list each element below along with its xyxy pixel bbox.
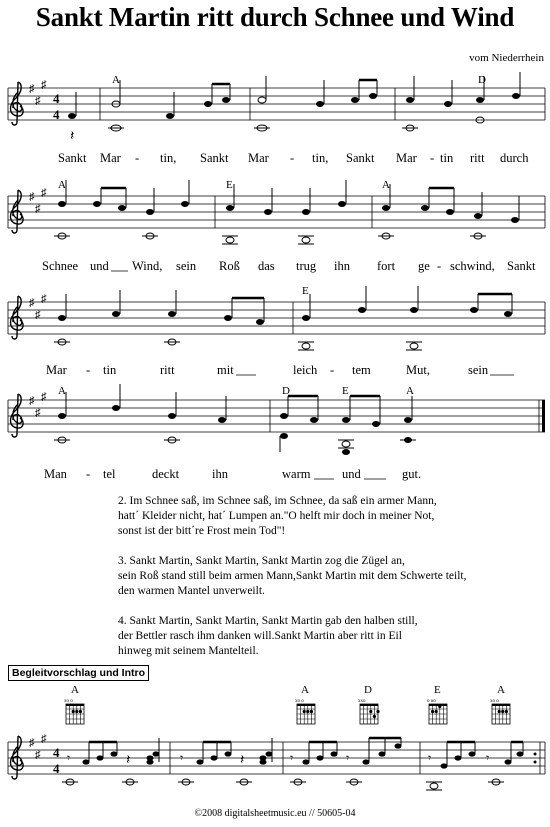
lyric-syllable: schwind, xyxy=(450,259,495,273)
lyric-syllable: ihn xyxy=(212,467,228,481)
sharp-sign: ♯ xyxy=(41,79,47,91)
lyric-syllable: - xyxy=(430,151,435,165)
chord-symbol: D xyxy=(282,385,290,397)
svg-text:𝄾: 𝄾 xyxy=(67,751,71,765)
additional-verses xyxy=(118,494,538,674)
chord-diagram xyxy=(427,684,447,724)
lyric-syllable: sein xyxy=(468,363,489,377)
lyric-syllable: Schnee xyxy=(42,259,79,273)
lyric-syllable: ihn xyxy=(334,259,350,273)
svg-text:♯: ♯ xyxy=(41,187,47,199)
verse-4: 4. Sankt Martin, Sankt Martin, Sankt Martin gab den halben still, der Bettler rasch ihm danken will.Sankt Martin aber ritt in Eil hinweg mit seinem Mantelteil. xyxy=(118,615,418,657)
svg-text:♯: ♯ xyxy=(29,297,35,309)
lyric-syllable: - xyxy=(86,467,91,481)
copyright-footer: ©2008 digitalsheetmusic.eu // 50605-04 xyxy=(194,808,356,819)
lyric-syllable: und xyxy=(342,467,361,481)
svg-text:♯: ♯ xyxy=(29,191,35,203)
svg-text:𝄾: 𝄾 xyxy=(486,751,490,765)
staff-system-1 xyxy=(8,72,545,144)
song-origin: vom Niederrhein xyxy=(469,52,544,64)
staff-accompaniment xyxy=(8,733,545,790)
svg-text:♯: ♯ xyxy=(41,733,47,745)
lyric-syllable: Sankt xyxy=(346,151,375,165)
chord-symbol: A xyxy=(406,385,414,397)
svg-text:D: D xyxy=(364,684,372,696)
sharp-sign: ♯ xyxy=(29,83,35,95)
staff-system-2 xyxy=(8,180,545,244)
lyric-syllable: - xyxy=(135,151,140,165)
svg-text:A: A xyxy=(497,684,505,696)
svg-text:♯: ♯ xyxy=(35,309,41,321)
svg-text:♯: ♯ xyxy=(41,293,47,305)
lyric-syllable: das xyxy=(258,259,275,273)
treble-clef xyxy=(11,82,24,125)
chord-symbol: E xyxy=(342,385,349,397)
lyric-syllable: gut. xyxy=(402,467,422,481)
chord-symbol: A xyxy=(112,74,120,86)
chord-symbol: E xyxy=(302,285,309,297)
svg-text:A: A xyxy=(301,684,309,696)
verse-2: 2. Im Schnee saß, im Schnee saß, im Schnee, da saß ein armer Mann, hatt´ Kleider nicht, hat´ Lumpen an."O helft mir doch in meiner Not, sonst ist der bitt´re Frost mein Tod"! xyxy=(118,495,437,537)
lyric-syllable: durch xyxy=(500,151,529,165)
chord-symbol: A xyxy=(382,179,390,191)
svg-text:𝄾: 𝄾 xyxy=(428,751,432,765)
lyric-syllable: - xyxy=(437,259,442,273)
lyric-syllable: Mut, xyxy=(406,363,430,377)
accompaniment-label: Begleitvorschlag und Intro xyxy=(8,665,149,681)
lyric-syllable: Roß xyxy=(219,259,240,273)
lyric-syllable: - xyxy=(330,363,335,377)
lyric-syllable: Man xyxy=(44,467,67,481)
lyric-syllable: Mar xyxy=(396,151,417,165)
svg-text:E: E xyxy=(434,684,441,696)
svg-text:♯: ♯ xyxy=(35,407,41,419)
lyric-syllable: Sankt xyxy=(200,151,229,165)
verse-3: 3. Sankt Martin, Sankt Martin, Sankt Martin zog die Zügel an, sein Roß stand still beim armen Mann,Sankt Martin mit dem Schwerte teilt, den warmen Mantel unverweilt. xyxy=(118,555,467,597)
staff-system-3 xyxy=(8,286,545,350)
lyric-syllable: warm xyxy=(282,467,311,481)
lyric-syllable: tel xyxy=(103,467,116,481)
svg-text:𝄽: 𝄽 xyxy=(126,753,131,768)
svg-text:♯: ♯ xyxy=(35,749,41,761)
chord-diagram xyxy=(358,684,380,724)
svg-text:𝄽: 𝄽 xyxy=(240,753,245,768)
lyric-syllable: leich xyxy=(293,363,318,377)
svg-text:𝄾: 𝄾 xyxy=(346,751,350,765)
chord-symbol: E xyxy=(226,179,233,191)
svg-text:♯: ♯ xyxy=(29,737,35,749)
lyric-syllable: mit xyxy=(217,363,234,377)
lyric-syllable: Wind, xyxy=(132,259,163,273)
lyric-syllable: ritt xyxy=(160,363,175,377)
song-title: Sankt Martin ritt durch Schnee und Wind xyxy=(35,2,515,32)
lyric-syllable: trug xyxy=(296,259,317,273)
lyric-syllable: sein xyxy=(176,259,197,273)
quarter-rest: 𝄽 xyxy=(70,129,75,144)
chord-diagram xyxy=(490,684,510,724)
sharp-sign: ♯ xyxy=(35,95,41,107)
staff-system-4 xyxy=(8,384,545,455)
lyric-syllable: deckt xyxy=(152,467,180,481)
lyric-syllable: tem xyxy=(352,363,371,377)
time-sig-bottom: 4 xyxy=(53,107,60,122)
lyric-syllable: Mar xyxy=(248,151,269,165)
lyric-syllable: tin xyxy=(103,363,117,377)
chord-symbol: A xyxy=(58,179,66,191)
svg-text:xo o: xo o xyxy=(64,699,73,704)
lyric-syllable: und xyxy=(90,259,109,273)
lyric-syllable: Sankt xyxy=(58,151,87,165)
svg-text:4: 4 xyxy=(53,745,60,760)
lyric-syllable: Mar xyxy=(100,151,121,165)
chord-diagram xyxy=(64,684,84,724)
svg-text:♯: ♯ xyxy=(29,395,35,407)
svg-text:xo o: xo o xyxy=(490,699,499,704)
lyric-syllable: Sankt xyxy=(507,259,536,273)
lyric-syllable: ritt xyxy=(470,151,485,165)
chord-diagrams xyxy=(64,684,510,724)
svg-text:xxo: xxo xyxy=(358,699,366,704)
lyric-syllable: ge xyxy=(418,259,430,273)
lyric-syllable: - xyxy=(86,363,91,377)
note xyxy=(68,113,76,119)
lyric-syllable: tin, xyxy=(312,151,329,165)
lyric-syllable: tin, xyxy=(160,151,177,165)
svg-text:♯: ♯ xyxy=(35,203,41,215)
chord-symbol: D xyxy=(478,74,486,86)
lyric-syllable: fort xyxy=(377,259,396,273)
svg-text:xo o: xo o xyxy=(295,699,304,704)
svg-text:o oo: o oo xyxy=(427,699,436,704)
svg-text:A: A xyxy=(71,684,79,696)
svg-text:𝄾: 𝄾 xyxy=(180,751,184,765)
chord-symbol: A xyxy=(58,385,66,397)
lyric-syllable: Mar xyxy=(46,363,67,377)
svg-text:4: 4 xyxy=(53,761,60,776)
lyric-syllable: - xyxy=(290,151,295,165)
svg-text:♯: ♯ xyxy=(41,391,47,403)
lyric-syllable: tin xyxy=(440,151,454,165)
chord-diagram xyxy=(295,684,315,724)
time-sig-top: 4 xyxy=(53,91,60,106)
svg-text:𝄾: 𝄾 xyxy=(290,751,294,765)
